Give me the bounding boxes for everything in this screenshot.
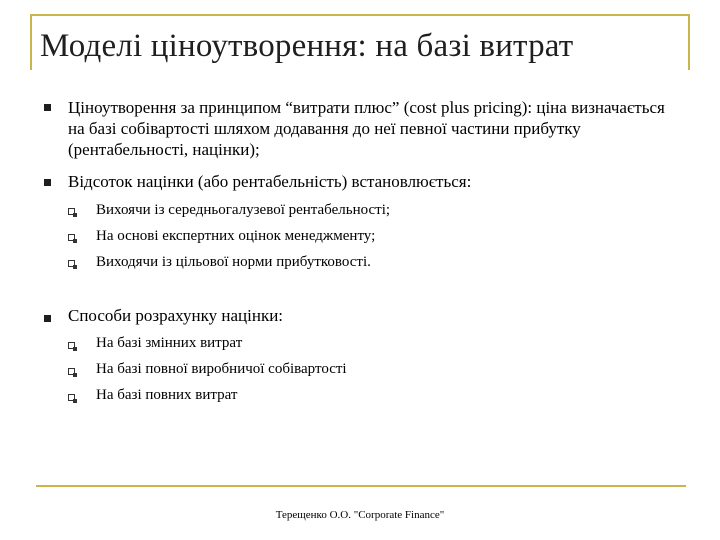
sub-item-expert-estimates: На основі експертних оцінок менеджменту; — [96, 228, 376, 244]
bullet-square-icon — [44, 179, 51, 186]
right-rule — [688, 14, 690, 70]
top-rule — [30, 14, 690, 16]
sub-item-variable-costs: На базі змінних витрат — [96, 335, 243, 351]
slide-footer: Терещенко О.О. "Corporate Finance" — [275, 509, 445, 521]
checkbox-bullet-icon — [68, 260, 75, 267]
bullet-text-markup-percent: Відсоток націнки (або рентабельність) встановлюється: — [68, 172, 472, 191]
bullet-text-cost-plus: Ціноутворення за принципом “витрати плюс” (cost plus pricing): ціна визначається на базі собівартості шляхом додавання до неї певної частини прибутку (рентабельності, націнки); — [68, 98, 665, 159]
checkbox-bullet-icon — [68, 394, 75, 401]
bullet-text-methods-heading: Способи розрахунку націнки: — [68, 306, 284, 325]
bullet-square-icon — [44, 315, 51, 322]
sub-item-industry-profitability: Вихоячи із середньогалузевої рентабельності; — [96, 202, 391, 218]
bottom-rule — [36, 485, 686, 487]
slide-title: Моделі ціноутворення: на базі витрат — [40, 28, 574, 64]
checkbox-bullet-icon — [68, 368, 75, 375]
checkbox-bullet-icon — [68, 342, 75, 349]
bullet-square-icon — [44, 104, 51, 111]
checkbox-bullet-icon — [68, 208, 75, 215]
sub-item-full-costs: На базі повних витрат — [96, 387, 238, 403]
sub-item-full-production-cost: На базі повної виробничої собівартості — [96, 361, 347, 377]
checkbox-bullet-icon — [68, 234, 75, 241]
left-rule — [30, 14, 32, 70]
sub-item-target-return: Виходячи із цільової норми прибутковості. — [96, 254, 371, 270]
